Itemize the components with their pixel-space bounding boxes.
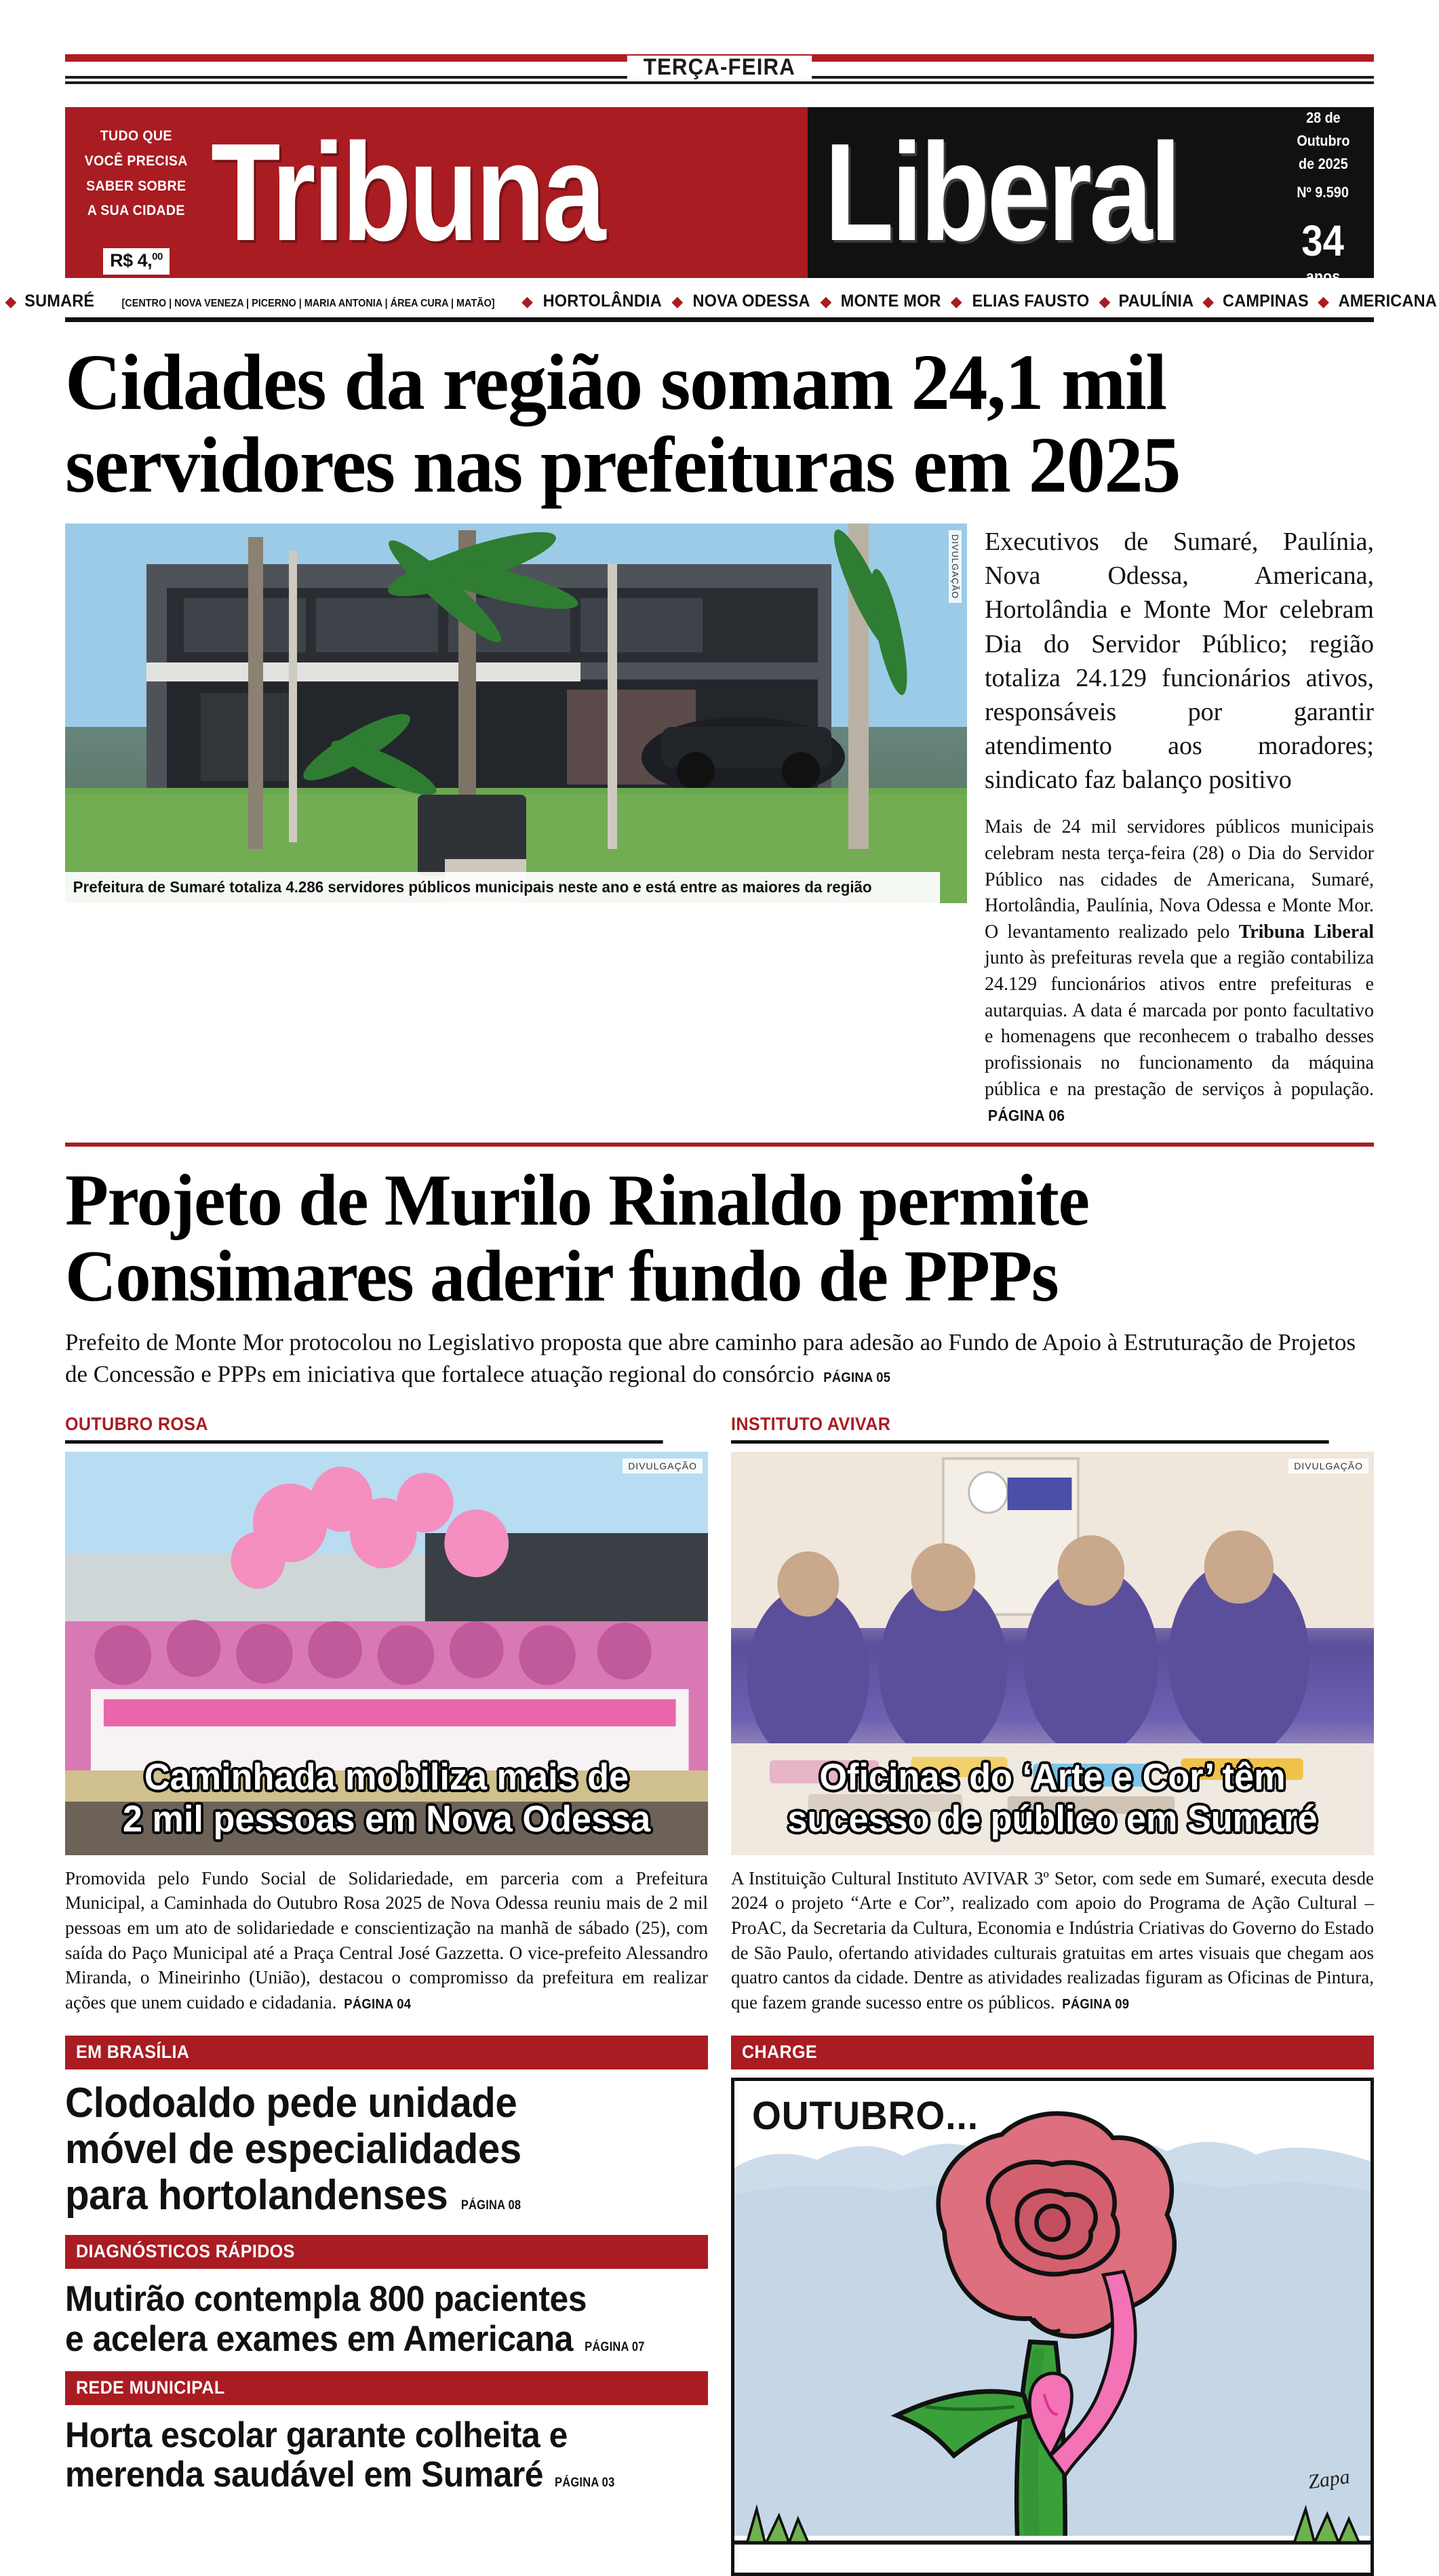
brief-title-line-2-text: e acelera exames em Americana: [65, 2318, 573, 2359]
masthead-info: [1272, 107, 1374, 287]
price-value: R$ 4,: [110, 250, 153, 271]
charge-signature: Zapa: [1307, 2465, 1352, 2493]
lead-story-block: [65, 523, 1374, 1129]
story-outubro-rosa: [65, 1414, 708, 2015]
lead-photo: [65, 523, 967, 903]
brief-page-ref-diagnosticos-rapidos[interactable]: PÁGINA 07: [585, 2339, 645, 2354]
briefs-column: [65, 2036, 708, 2576]
brief-em-brasilia: [65, 2036, 708, 2219]
brief-title-line-2: móvel de especialidades: [65, 2126, 521, 2173]
brief-diagnosticos-rapidos: [65, 2235, 708, 2359]
diamond-icon: ◆: [950, 293, 962, 310]
masthead-title-tribuna: Tribuna: [210, 114, 604, 270]
diamond-icon: ◆: [1318, 293, 1330, 310]
charge-kicker-label: CHARGE: [742, 2041, 818, 2062]
brief-title-diagnosticos-rapidos[interactable]: [65, 2280, 669, 2359]
brief-page-ref-rede-municipal[interactable]: PÁGINA 03: [555, 2476, 615, 2491]
tagline-line-2: VOCÊ PRECISA: [84, 153, 189, 169]
story-body-instituto-avivar: [731, 1866, 1374, 2015]
second-headline-line-1: Projeto de Murilo Rinaldo permite: [65, 1160, 1089, 1241]
tagline-line-1: TUDO QUE: [100, 128, 173, 144]
city-campinas[interactable]: CAMPINAS: [1223, 292, 1309, 311]
brief-title-line-2-text: merenda saudável em Sumaré: [65, 2455, 543, 2495]
story-body-outubro-rosa: [65, 1866, 708, 2015]
city-monte-mor[interactable]: MONTE MOR: [841, 292, 941, 311]
edition-number: Nº 9.590: [1297, 184, 1349, 201]
brief-title-line-3: [65, 2173, 669, 2219]
overlay-title-line-2: sucesso de público em Sumaré: [787, 1797, 1318, 1840]
lead-photo-wrapper: [65, 523, 967, 1129]
city-hortolandia[interactable]: HORTOLÂNDIA: [543, 292, 662, 311]
lead-page-ref[interactable]: PÁGINA 06: [987, 1107, 1065, 1125]
tagline-line-4: A SUA CIDADE: [87, 203, 186, 219]
story-overlay-title-instituto-avivar: [747, 1756, 1358, 1840]
tagline-line-3: SABER SOBRE: [86, 178, 186, 194]
lead-photo-caption: Prefeitura de Sumaré totaliza 4.286 servidores públicos municipais neste ano e está entre as maiores da região: [65, 872, 940, 903]
city-paulinia[interactable]: PAULÍNIA: [1119, 292, 1194, 311]
city-sumare-districts: [CENTRO | NOVA VENEZA | PICERNO | MARIA ANTONIA | ÁREA CURA | MATÃO]: [121, 298, 495, 309]
brief-page-ref-em-brasilia[interactable]: PÁGINA 08: [460, 2198, 521, 2213]
brief-rede-municipal: [65, 2371, 708, 2495]
price-badge: [103, 248, 170, 275]
diamond-icon: ◆: [521, 293, 533, 310]
overlay-title-line-2: 2 mil pessoas em Nova Odessa: [122, 1797, 651, 1840]
diamond-icon: ◆: [1099, 293, 1111, 310]
story-kicker-instituto-avivar: INSTITUTO AVIVAR: [731, 1414, 1329, 1444]
charge-column: [731, 2036, 1374, 2576]
tagline-lines: [85, 124, 188, 224]
date-line-2: Outubro: [1296, 132, 1350, 149]
brief-kicker-label: REDE MUNICIPAL: [76, 2377, 225, 2398]
story-photo-credit-outubro-rosa: DIVULGAÇÃO: [623, 1459, 703, 1473]
weekday-rule-black-bottom: [65, 81, 1374, 84]
story-photo-instituto-avivar: [731, 1452, 1374, 1855]
brief-title-line-3-text: para hortolandenses: [65, 2172, 448, 2219]
story-page-ref-instituto-avivar[interactable]: PÁGINA 09: [1062, 1997, 1130, 2013]
brief-title-line-1: Mutirão contempla 800 pacientes: [65, 2279, 587, 2320]
city-americana[interactable]: AMERICANA: [1338, 292, 1438, 311]
anniversary-label: anos: [1305, 268, 1341, 287]
story-body-text: Promovida pelo Fundo Social de Solidariedade, em parceria com a Prefeitura Municipal, a Caminhada do Outubro Rosa 2025 de Nova Odessa reuniu mais de 2 mil pessoas em um ato de solidariedade e conscientização na manhã de sábado (25), com saída do Paço Municipal até a Praça Central José Gazzetta. O vice-prefeito Alessandro Miranda, o Mineirinho (União), destacou o compromisso da prefeitura em realizar ações que unem cuidado e cidadania.: [65, 1867, 708, 2013]
lead-body-brand: Tribuna Liberal: [1238, 921, 1374, 943]
brief-kicker-diagnosticos-rapidos: [65, 2235, 708, 2269]
diamond-icon: ◆: [5, 293, 17, 310]
masthead-red-panel: [65, 107, 808, 278]
lead-photo-credit: DIVULGAÇÃO: [949, 530, 962, 603]
brief-kicker-rede-municipal: [65, 2371, 708, 2405]
second-subhead: [65, 1327, 1374, 1390]
bottom-row: [65, 2036, 1374, 2576]
second-subhead-text: Prefeito de Monte Mor protocolou no Legislativo proposta que abre caminho para adesão ao Fundo de Apoio à Estruturação de Projetos de Concessão e PPPs em iniciativa que fortalece atuação regional do consórcio: [65, 1329, 1356, 1387]
charge-cartoon[interactable]: [731, 2078, 1374, 2576]
story-photo-outubro-rosa: [65, 1452, 708, 1855]
cities-bar: [5, 285, 1438, 322]
story-photo-credit-instituto-avivar: DIVULGAÇÃO: [1288, 1459, 1368, 1473]
date-line-1: 28 de: [1305, 108, 1341, 126]
second-page-ref[interactable]: PÁGINA 05: [823, 1370, 891, 1385]
brief-title-em-brasilia[interactable]: [65, 2080, 669, 2219]
lead-body-text: [985, 814, 1374, 1129]
masthead-tagline: [65, 107, 208, 278]
brief-title-line-2: [65, 2455, 669, 2495]
masthead: [65, 107, 1374, 287]
lead-headline-line-1: Cidades da região somam 24,1 mil: [65, 338, 1166, 427]
diamond-icon: ◆: [820, 293, 832, 310]
brief-title-line-1: Horta escolar garante colheita e: [65, 2415, 568, 2455]
lead-standfirst: Executivos de Sumaré, Paulínia, Nova Odessa, Americana, Hortolândia e Monte Mor celebram Dia do Servidor Público; região totaliza 24.129 funcionários ativos, responsáveis por garantir atendimento aos moradores; sindicato faz balanço positivo: [985, 528, 1374, 795]
price-cents: 00: [152, 251, 163, 262]
second-headline-line-2: Consimares aderir fundo de PPPs: [65, 1236, 1059, 1317]
story-kicker-outubro-rosa: OUTUBRO ROSA: [65, 1414, 663, 1444]
brief-kicker-label: EM BRASÍLIA: [76, 2041, 190, 2062]
overlay-title-line-1: Oficinas do ‘Arte e Cor’ têm: [819, 1756, 1286, 1798]
story-instituto-avivar: [731, 1414, 1374, 2015]
publication-date: [1297, 106, 1349, 176]
section-divider-red: [65, 1143, 1374, 1147]
story-body-text: A Instituição Cultural Instituto AVIVAR 3º Setor, com sede em Sumaré, executa desde 2024 o projeto “Arte e Cor”, realizado com apoio do Programa de Ação Cultural – ProAC, da Secretaria da Cultura, Economia e Indústria Criativas do Governo do Estado de São Paulo, ofertando atividades culturais gratuitas em artes visuais que chegam aos quatro cantos da cidade. Dentre as atividades realizadas figuram as Oficinas de Pintura, que fazem grande sucesso entre os públicos.: [731, 1867, 1374, 2013]
overlay-title-line-1: Caminhada mobiliza mais de: [144, 1756, 629, 1798]
lead-body-part-1: Mais de 24 mil servidores públicos municipais celebram nesta terça-feira (28) o Dia do Servidor Público nas cidades de Americana, Sumaré, Hortolândia, Paulínia, Nova Odessa e Monte Mor. O levantamento realizado pelo: [985, 816, 1374, 943]
lead-photo-illustration: [65, 523, 967, 903]
newspaper-front-page: [0, 42, 1439, 2561]
diamond-icon: ◆: [1202, 293, 1215, 310]
city-nova-odessa[interactable]: NOVA ODESSA: [692, 292, 810, 311]
diamond-icon: ◆: [671, 293, 684, 310]
lead-text-column: [985, 523, 1374, 1129]
masthead-title-liberal: Liberal: [824, 114, 1179, 270]
lead-headline-line-2: servidores nas prefeituras em 2025: [65, 420, 1180, 509]
charge-rose-illustration: [734, 2081, 1371, 2573]
brief-title-line-1: Clodoaldo pede unidade: [65, 2079, 517, 2126]
second-headline[interactable]: [65, 1160, 1335, 1317]
weekday-label: TERÇA-FEIRA: [627, 56, 812, 79]
lead-body-part-2: junto às prefeituras revela que a região contabiliza 24.129 funcionários ativos entre prefeituras e autarquias. A data é marcada por ponto facultativo e homenagens que reconhecem o trabalho desses profissionais no funcionamento da máquina pública e na prestação de serviços à população.: [985, 947, 1374, 1100]
weekday-bar: [65, 42, 1374, 92]
brief-title-line-2: [65, 2320, 669, 2359]
brief-kicker-label: DIAGNÓSTICOS RÁPIDOS: [76, 2241, 295, 2262]
secondary-stories-row: [65, 1414, 1374, 2015]
lead-headline[interactable]: [65, 338, 1335, 509]
city-elias-fausto[interactable]: ELIAS FAUSTO: [972, 292, 1090, 311]
story-page-ref-outubro-rosa[interactable]: PÁGINA 04: [344, 1997, 412, 2013]
brief-kicker-em-brasilia: [65, 2036, 708, 2069]
city-sumare[interactable]: SUMARÉ: [24, 292, 95, 311]
masthead-black-panel: [808, 107, 1374, 287]
date-line-3: de 2025: [1298, 155, 1348, 173]
charge-kicker: [731, 2036, 1374, 2069]
anniversary-number: 34: [1301, 216, 1345, 266]
brief-title-rede-municipal[interactable]: [65, 2416, 669, 2495]
story-overlay-title-outubro-rosa: [81, 1756, 692, 1840]
charge-caption: OUTUBRO...: [752, 2093, 979, 2138]
